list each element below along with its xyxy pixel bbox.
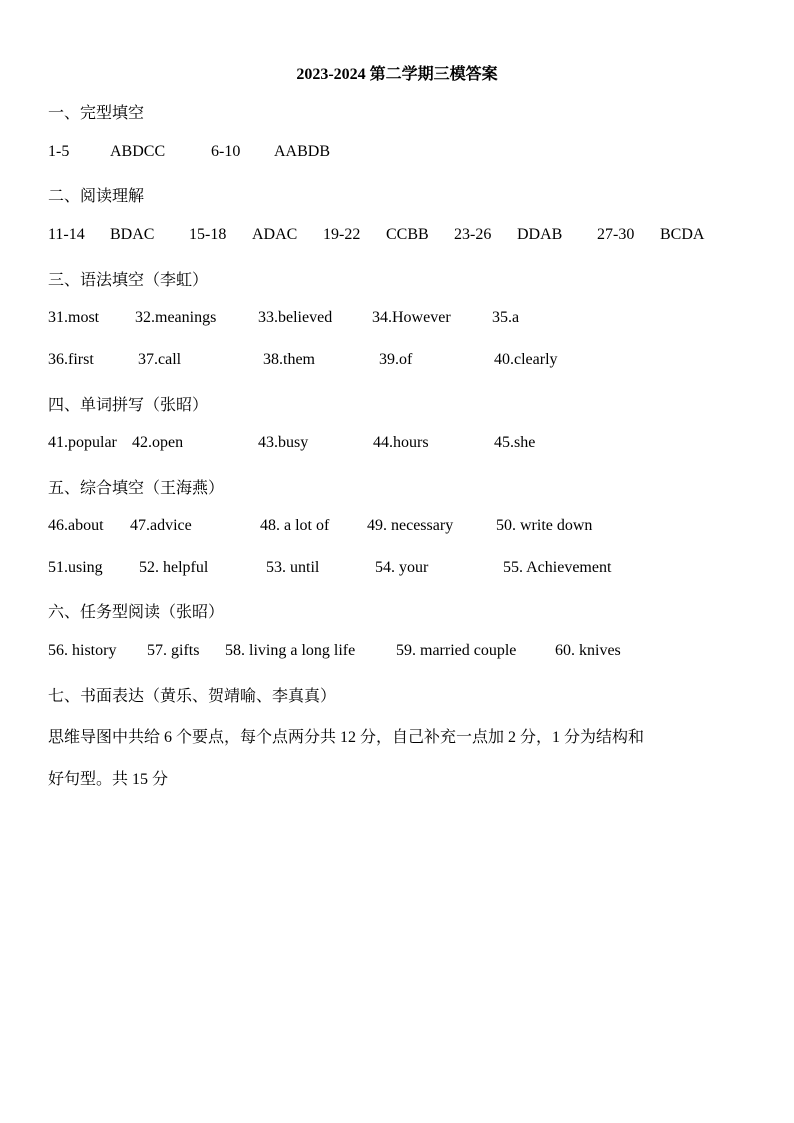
section-heading: 四、单词拼写（张昭）: [48, 397, 209, 414]
answer-letters: BDAC: [110, 226, 155, 243]
answer-letters: AABDB: [274, 143, 331, 160]
answer-range: 6-10: [211, 143, 241, 160]
answer-letters: ADAC: [252, 226, 298, 243]
answer-word: 32.meanings: [135, 309, 217, 326]
answer-word: 51.using: [48, 559, 103, 576]
answer-letters: DDAB: [517, 226, 563, 243]
answer-word: 41.popular: [48, 434, 117, 451]
answer-word: 35.a: [492, 309, 520, 326]
answer-word: 36.first: [48, 351, 94, 368]
answer-word: 45.she: [494, 434, 536, 451]
section-heading: 六、任务型阅读（张昭）: [48, 604, 225, 621]
answer-letters: CCBB: [386, 226, 429, 243]
answer-range: 19-22: [323, 226, 361, 243]
answer-range: 27-30: [597, 226, 635, 243]
answer-word: 38.them: [263, 351, 315, 368]
answer-word: 39.of: [379, 351, 413, 368]
answer-word: 31.most: [48, 309, 100, 326]
answer-word: 58. living a long life: [225, 642, 356, 659]
answer-range: 15-18: [189, 226, 227, 243]
answer-range: 23-26: [454, 226, 492, 243]
answer-word: 43.busy: [258, 434, 309, 451]
answer-letters: BCDA: [660, 226, 705, 243]
answer-letters: ABDCC: [110, 143, 166, 160]
section-heading: 三、语法填空（李虹）: [48, 272, 209, 289]
answer-word: 34.However: [372, 309, 451, 326]
answer-word: 50. write down: [496, 517, 593, 534]
answer-word: 52. helpful: [139, 559, 209, 576]
answer-word: 46.about: [48, 517, 104, 534]
page-title: 2023-2024 第二学期三模答案: [296, 66, 498, 83]
scoring-note-line: 好句型。共 15 分: [48, 771, 169, 788]
answer-word: 59. married couple: [396, 642, 517, 659]
answer-word: 53. until: [266, 559, 320, 576]
answer-range: 1-5: [48, 143, 70, 160]
answer-word: 44.hours: [373, 434, 429, 451]
section-heading: 七、书面表达（黄乐、贺靖喻、李真真）: [48, 688, 337, 705]
answer-word: 40.clearly: [494, 351, 558, 368]
answer-word: 47.advice: [130, 517, 192, 534]
answer-word: 42.open: [132, 434, 184, 451]
answer-word: 57. gifts: [147, 642, 200, 659]
answer-word: 48. a lot of: [260, 517, 330, 534]
answer-word: 60. knives: [555, 642, 621, 659]
section-heading: 一、完型填空: [48, 105, 145, 122]
answer-word: 55. Achievement: [503, 559, 612, 576]
answer-word: 33.believed: [258, 309, 333, 326]
answer-word: 37.call: [138, 351, 182, 368]
answer-word: 56. history: [48, 642, 117, 659]
answer-word: 54. your: [375, 559, 429, 576]
answer-word: 49. necessary: [367, 517, 454, 534]
section-heading: 五、综合填空（王海燕）: [48, 480, 225, 497]
section-heading: 二、阅读理解: [48, 188, 145, 205]
answer-range: 11-14: [48, 226, 85, 243]
scoring-note-line: 思维导图中共给 6 个要点，每个点两分共 12 分，自己补充一点加 2 分，1 分为结构和: [48, 729, 645, 746]
